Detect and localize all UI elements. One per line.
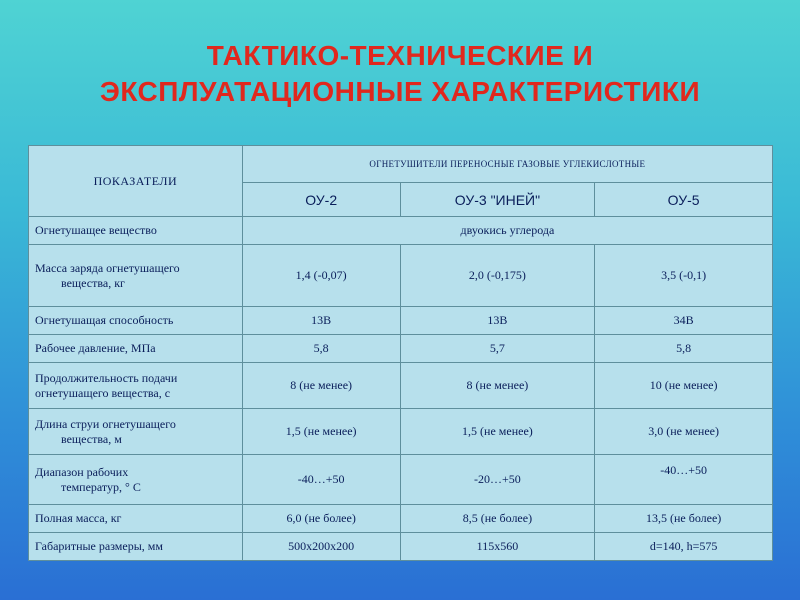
row-value: 5,8 [242, 335, 400, 363]
table-row [29, 455, 773, 505]
table-row [29, 335, 773, 363]
row-value: 13,5 (не более) [595, 505, 773, 533]
row-value: 115x560 [400, 533, 595, 561]
row-value: 13В [400, 307, 595, 335]
row-value: 3,0 (не менее) [595, 409, 773, 455]
row-label: Полная масса, кг [29, 505, 243, 533]
table-row [29, 307, 773, 335]
row-label: Огнетушащая способность [29, 307, 243, 335]
table-row [29, 533, 773, 561]
row-value: 10 (не менее) [595, 363, 773, 409]
model-ou3: ОУ-3 "ИНЕЙ" [400, 183, 595, 217]
row-label: Рабочее давление, МПа [29, 335, 243, 363]
row-value: -40…+50 [242, 455, 400, 505]
row-label-line-1: Диапазон рабочих [35, 464, 129, 479]
model-ou5: ОУ-5 [595, 183, 773, 217]
row-label [29, 455, 243, 505]
row-value: 3,5 (-0,1) [595, 245, 773, 307]
row-label: Габаритные размеры, мм [29, 533, 243, 561]
table-row [29, 409, 773, 455]
title-line-2: ЭКСПЛУАТАЦИОННЫЕ ХАРАКТЕРИСТИКИ [99, 76, 701, 107]
row-value: 1,4 (-0,07) [242, 245, 400, 307]
row-value: 13В [242, 307, 400, 335]
row-label [29, 245, 243, 307]
row-value: 5,8 [595, 335, 773, 363]
row-value: 8,5 (не более) [400, 505, 595, 533]
row-label [29, 409, 243, 455]
row-value: 500x200x200 [242, 533, 400, 561]
header-indicators: ПОКАЗАТЕЛИ [29, 146, 243, 217]
row-label-line-1: Продолжительность подачи [35, 370, 178, 385]
row-label [29, 363, 243, 409]
characteristics-table [28, 145, 773, 561]
row-value: -40…+50 [595, 455, 773, 505]
row-value: d=140, h=575 [595, 533, 773, 561]
page-title [0, 38, 800, 110]
table-row [29, 245, 773, 307]
table-row [29, 363, 773, 409]
row-value: -20…+50 [400, 455, 595, 505]
row-label-line-1: Масса заряда огнетушащего [35, 260, 180, 275]
row-merged-value: двуокись углерода [242, 217, 772, 245]
table-row [29, 505, 773, 533]
row-value: 1,5 (не менее) [242, 409, 400, 455]
row-label: Огнетушащее вещество [29, 217, 243, 245]
row-label-line-2: вещества, м [61, 431, 122, 446]
table-header-row [29, 146, 773, 183]
row-label-line-2: огнетушащего вещества, с [35, 385, 171, 400]
row-value: 8 (не менее) [242, 363, 400, 409]
table-row [29, 217, 773, 245]
row-label-line-2: температур, ° С [61, 479, 141, 494]
row-value: 2,0 (-0,175) [400, 245, 595, 307]
row-label-line-2: вещества, кг [61, 275, 125, 290]
row-value: 8 (не менее) [400, 363, 595, 409]
header-extinguishers-group: ОГНЕТУШИТЕЛИ ПЕРЕНОСНЫЕ ГАЗОВЫЕ УГЛЕКИСЛОТНЫЕ [242, 146, 772, 183]
row-value: 5,7 [400, 335, 595, 363]
row-value: 1,5 (не менее) [400, 409, 595, 455]
row-value: 6,0 (не более) [242, 505, 400, 533]
title-line-1: ТАКТИКО-ТЕХНИЧЕСКИЕ И [206, 40, 594, 71]
model-ou2: ОУ-2 [242, 183, 400, 217]
row-label-line-1: Длина струи огнетушащего [35, 416, 176, 431]
row-value: 34В [595, 307, 773, 335]
